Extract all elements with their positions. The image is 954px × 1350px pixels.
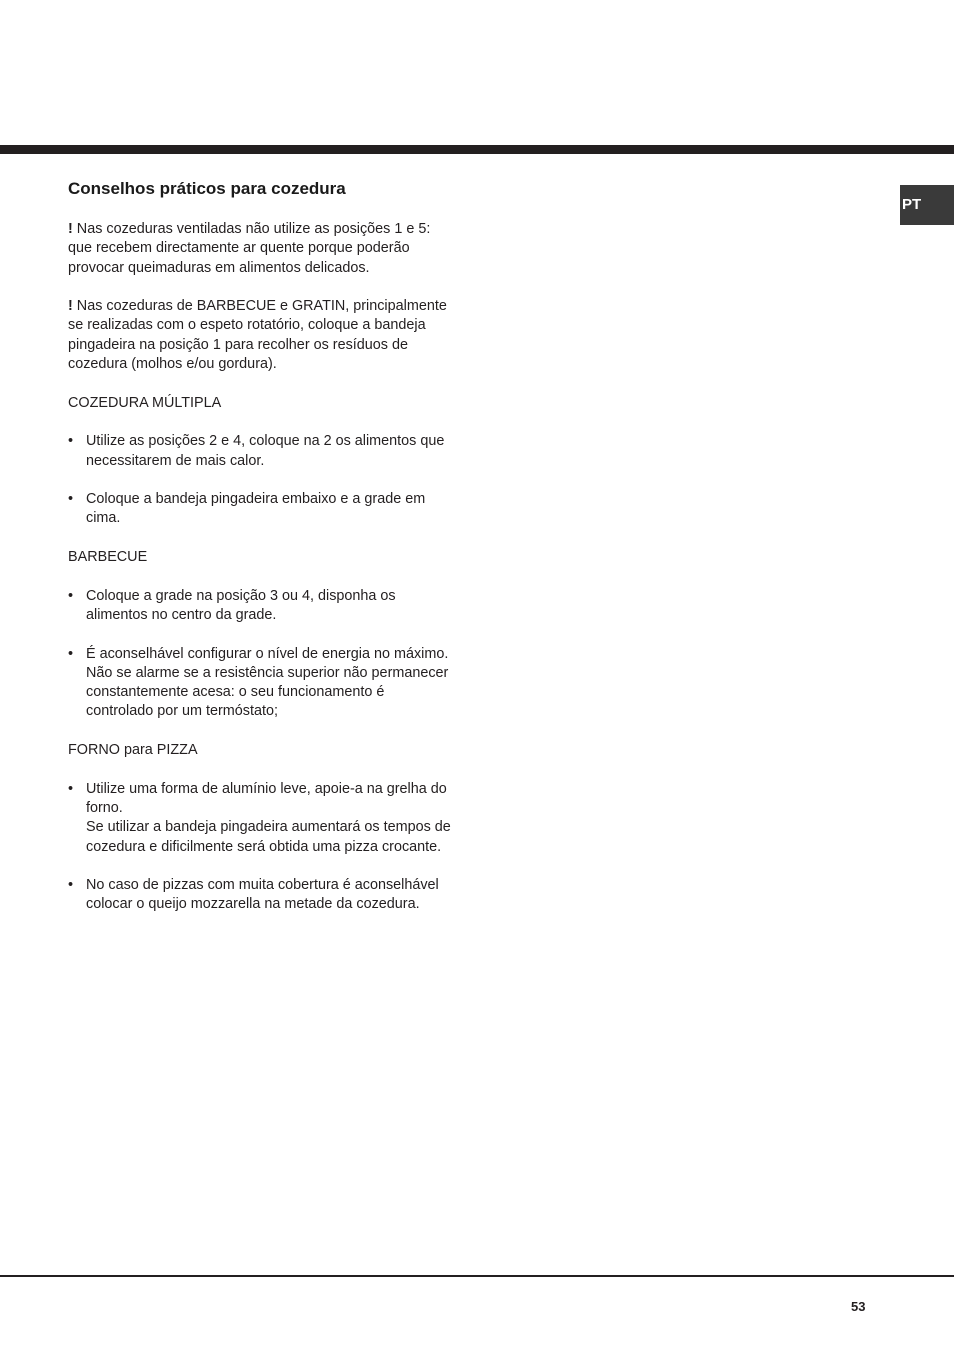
main-content — [68, 178, 453, 934]
note-text: Nas cozeduras ventiladas não utilize as posições 1 e 5: que recebem directamente ar quente porque poderão provocar queimaduras em alimentos delicados. — [68, 221, 431, 276]
page-title: Conselhos práticos para cozedura — [68, 179, 346, 198]
bullet-icon: • — [68, 780, 74, 797]
list-item — [68, 645, 453, 722]
section-heading-barbecue: BARBECUE — [68, 549, 148, 566]
list-item-text: No caso de pizzas com muita cobertura é aconselhável colocar o queijo mozzarella na metade da cozedura. — [86, 877, 439, 913]
list-item-text: É aconselhável configurar o nível de energia no máximo. Não se alarme se a resistência superior não permanecer constantemente acesa: o seu funcionamento é controlado por um termóstato; — [86, 645, 449, 720]
bullet-list-multiple — [68, 432, 453, 528]
warning-mark: ! — [68, 298, 73, 315]
note-barbecue-gratin — [68, 297, 453, 374]
list-item — [68, 490, 453, 529]
bottom-rule — [0, 1275, 954, 1277]
list-item-text: Utilize uma forma de alumínio leve, apoie-a na grelha do forno. — [86, 780, 447, 816]
section-heading-multiple: COZEDURA MÚLTIPLA — [68, 394, 222, 411]
page-number: 53 — [851, 1299, 866, 1314]
bullet-icon: • — [68, 587, 74, 604]
bullet-icon: • — [68, 491, 74, 508]
list-item — [68, 587, 453, 626]
note-text: Nas cozeduras de BARBECUE e GRATIN, principalmente se realizadas com o espeto rotatório, coloque a bandeja pingadeira na posição 1 para recolher os resíduos de cozedura (molhos e/ou gordura). — [68, 298, 447, 373]
language-tab-label: PT — [902, 196, 922, 213]
top-rule — [0, 145, 954, 154]
bullet-icon: • — [68, 433, 74, 450]
section-heading-pizza: FORNO para PIZZA — [68, 742, 198, 759]
language-tab — [900, 185, 954, 225]
list-item-text: Utilize as posições 2 e 4, coloque na 2 os alimentos que necessitarem de mais calor. — [86, 433, 445, 469]
list-item-text: Coloque a grade na posição 3 ou 4, disponha os alimentos no centro da grade. — [86, 587, 396, 623]
bullet-list-barbecue — [68, 587, 453, 722]
note-ventilated — [68, 220, 453, 278]
bullet-list-pizza — [68, 780, 453, 915]
list-item — [68, 780, 453, 857]
list-item-text: Coloque a bandeja pingadeira embaixo e a grade em cima. — [86, 491, 426, 527]
list-item — [68, 432, 453, 471]
bullet-icon: • — [68, 645, 74, 662]
list-item-text-continued: Se utilizar a bandeja pingadeira aumentará os tempos de cozedura e dificilmente será obtida uma pizza crocante. — [86, 819, 451, 855]
list-item — [68, 876, 453, 915]
warning-mark: ! — [68, 221, 73, 237]
notes-block — [68, 220, 453, 915]
bullet-icon: • — [68, 877, 74, 894]
